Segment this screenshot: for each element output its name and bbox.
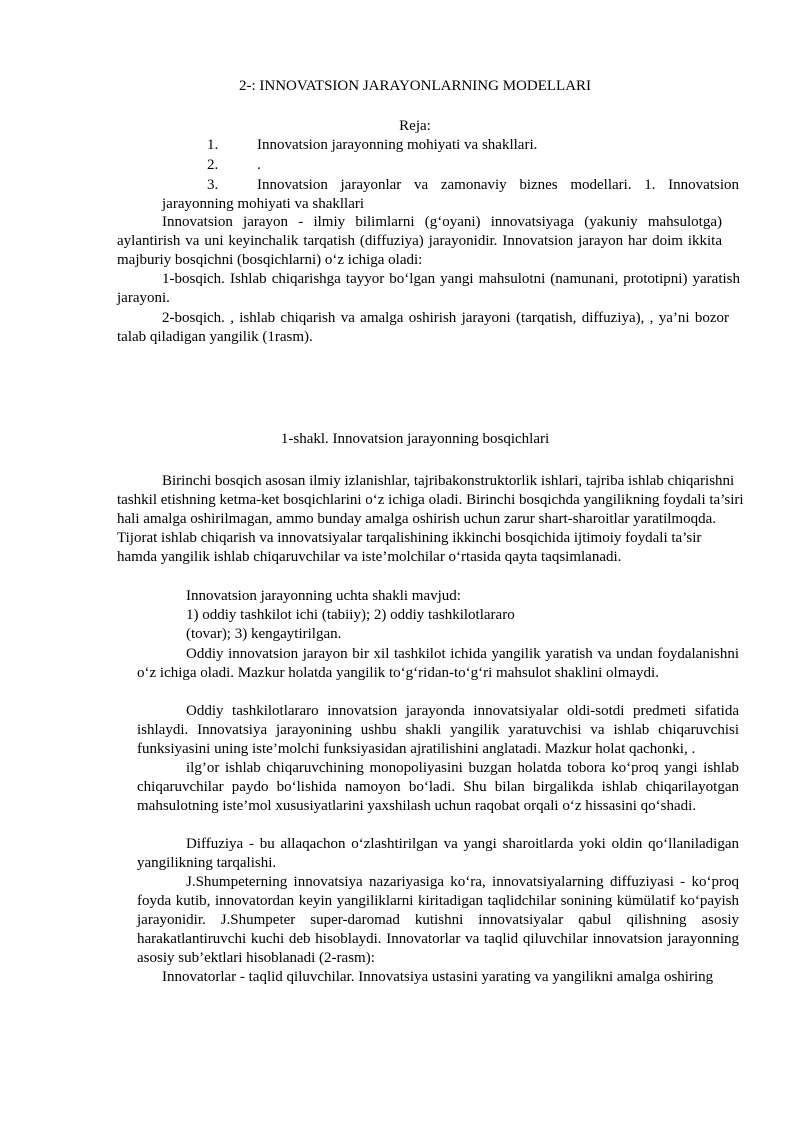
- paragraph-simple-process: Oddiy innovatsion jarayon bir xil tashkilot ichida yangilik yaratish va undan foydalanishni o‘z ichiga oladi. Mazkur holatda yangilik to‘g‘ridan-to‘g‘ri mahsulot shaklini olmaydi.: [137, 646, 739, 681]
- forms-line-1: 1) oddiy tashkilot ichi (tabiiy); 2) oddiy tashkilotlararo: [186, 607, 515, 623]
- page-title: 2-: INNOVATSION JARAYONLARNING MODELLARI: [238, 78, 592, 94]
- figure-caption: 1-shakl. Innovatsion jarayonning bosqichlari: [280, 431, 550, 447]
- paragraph-first-stage: Birinchi bosqich asosan ilmiy izlanishlar, tajribakonstruktorlik ishlari, tajriba ishlab chiqarishni tashkil etishning ketma-ket bosqichlarini o‘z ichiga oladi. Birinchi bosqichda yangilikning foydali ta’siri hali amalga oshirilmagan, ammo bunday amalga oshirish uchun zarur shart-sharoitlar yaratilmoqda. Tijorat ishlab chiqarish va innovatsiyalar tarqalishining ikkinchi bosqichida ijtimoiy foydali ta’sir hamda yangilik ishlab chiqaruvchilar va iste’molchilar o‘rtasida qayta taqsimlanadi.: [117, 473, 744, 565]
- plan-item-number: 3.: [207, 177, 219, 193]
- plan-item-text: Innovatsion jarayonlar va zamonaviy biznes modellari. 1. Innovatsion: [257, 177, 739, 193]
- paragraph-diffusion: Diffuziya - bu allaqachon o‘zlashtirilgan va yangi sharoitlarda yoki oldin qo‘llaniladigan yangilikning tarqalishi.: [137, 836, 739, 871]
- plan-item-number: 1.: [207, 137, 219, 153]
- forms-intro: Innovatsion jarayonning uchta shakli mavjud:: [186, 588, 461, 604]
- paragraph-schumpeter: J.Shumpeterning innovatsiya nazariyasiga ko‘ra, innovatsiyalarning diffuziyasi - ko‘proq foyda kutib, innovatordan keyin yangiliklarni kiritadigan taqlidchilar sonining kümülatif ko‘payish jarayonidir. J.Shumpeter super-daromad kutishni innovatsiyalar qabul qilishning asosiy harakatlantiruvchi kuchi deb hisoblaydi. Innovatorlar va taqlid qiluvchilar innovatsion jarayonning asosiy sub’ektlari hisoblanadi (2-rasm):: [137, 874, 739, 966]
- paragraph-stage-2: 2-bosqich. , ishlab chiqarish va amalga oshirish jarayoni (tarqatish, diffuziya), , ya’ni bozor talab qiladigan yangilik (1rasm).: [117, 310, 729, 345]
- paragraph-inter-organizational: Oddiy tashkilotlararo innovatsion jarayonda innovatsiyalar oldi-sotdi predmeti sifatida ishlaydi. Innovatsiya jarayonining ushbu shakli yangilik yaratuvchisi va ishlab chiqaruvchisi funksiyasini uning iste’molchi funksiyasidan ajratilishini anglatadi. Mazkur holat qachonki, .: [137, 703, 739, 757]
- paragraph-innovation-process: Innovatsion jarayon - ilmiy bilimlarni (g‘oyani) innovatsiyaga (yakuniy mahsulotga) aylantirish va uni keyinchalik tarqatish (diffuziya) jarayonidir. Innovatsion jarayon har doim ikkita majburiy bosqichni (bosqichlarni) o‘z ichiga oladi:: [117, 214, 722, 268]
- forms-line-2: (tovar); 3) kengaytirilgan.: [186, 626, 342, 642]
- plan-item-text: .: [257, 157, 261, 173]
- plan-item-number: 2.: [207, 157, 219, 173]
- plan-heading: Reja:: [399, 118, 431, 134]
- plan-item-3-continuation: jarayonning mohiyati va shakllari: [162, 196, 365, 212]
- paragraph-monopoly: ilg’or ishlab chiqaruvchining monopoliyasini buzgan holatda tobora ko‘proq yangi ishlab chiqaruvchilar paydo bo‘lishida namoyon bo‘ladi. Shu bilan birgalikda ishlab chiqarilayotgan mahsulotning iste’mol xususiyatlarini yaxshilash uchun raqobat orqali o‘z hissasini qo‘shadi.: [137, 760, 739, 814]
- paragraph-stage-1: 1-bosqich. Ishlab chiqarishga tayyor bo‘lgan yangi mahsulotni (namunani, prototipni) yaratish jarayoni.: [117, 271, 740, 306]
- plan-item-text: Innovatsion jarayonning mohiyati va shakllari.: [257, 137, 538, 153]
- paragraph-innovators: Innovatorlar - taqlid qiluvchilar. Innovatsiya ustasini yarating va yangilikni amalga oshiring: [162, 969, 714, 985]
